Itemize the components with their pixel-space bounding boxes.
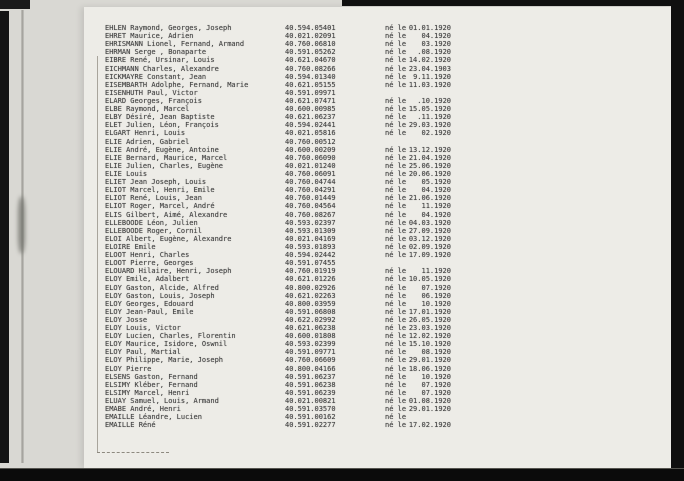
entry-born-prefix: né le [385, 332, 407, 341]
entry-number: 40.593.01893 [285, 242, 336, 251]
entry-born-date: 07.1920 [421, 388, 451, 397]
entry-born-prefix: né le [385, 194, 407, 203]
entry-born-date: 29.01.1920 [408, 405, 451, 414]
entry-name: ELIET Jean Joseph, Louis [105, 178, 207, 187]
entry-number: 40.591.06808 [285, 307, 336, 316]
entry-born-prefix: né le [385, 251, 407, 260]
entry-name: EISENHUTH Paul, Victor [105, 88, 198, 97]
table-row [105, 73, 451, 81]
margin-rule-foot [97, 452, 169, 453]
entry-born-date: 02.09.1920 [408, 242, 451, 251]
entry-number: 40.591.06238 [285, 380, 336, 389]
entry-born-date: 07.1920 [421, 283, 451, 292]
entry-name: ELOY Josse [105, 315, 148, 324]
entry-number: 40.760.01449 [285, 194, 336, 203]
entry-born-date [407, 138, 451, 146]
entry-number: 40.621.02263 [285, 291, 336, 300]
entry-name: ELIE Adrien, Gabriel [105, 137, 190, 146]
entry-number: 40.591.02277 [285, 421, 336, 430]
entry-born-prefix: né le [385, 96, 407, 105]
entry-name: ELBY Désiré, Jean Baptiste [105, 113, 215, 122]
entry-name: ELLEBOODE Léon, Julien [105, 218, 198, 227]
entry-name: ELLEBOODE Roger, Cornil [105, 226, 202, 235]
entry-name: ELIE André, Eugène, Antoine [105, 145, 219, 154]
entry-born-date: 04.03.1920 [408, 218, 451, 227]
entry-born-date: 15.05.1920 [408, 105, 451, 114]
entry-name: ELOY Gaston, Alcide, Alfred [105, 283, 219, 292]
entry-born-prefix: né le [385, 364, 407, 373]
entry-number: 40.591.09971 [285, 88, 336, 97]
table-row [105, 89, 451, 97]
entry-born-date: 21.04.1920 [408, 153, 451, 162]
entry-born-date: 18.06.1920 [408, 364, 451, 373]
entry-born-date: .10.1920 [417, 96, 451, 105]
entry-born-date: 11.03.1920 [408, 80, 451, 89]
entry-number: 40.760.08267 [285, 210, 336, 219]
entry-name: ELARD Georges, François [105, 96, 202, 105]
entry-born-prefix: né le [385, 315, 407, 324]
table-row [105, 332, 451, 340]
entry-number: 40.591.07455 [285, 259, 336, 268]
spine-smudge [18, 196, 25, 254]
entry-name: ELOIRE Emile [105, 242, 156, 251]
entry-name: ELOY Georges, Edouard [105, 299, 194, 308]
table-row [105, 381, 451, 389]
table-row [105, 129, 451, 137]
entry-born-prefix: né le [385, 105, 407, 114]
entry-name: ELGART Henri, Louis [105, 129, 186, 138]
entry-number: 40.591.03570 [285, 405, 336, 414]
table-row [105, 308, 451, 316]
entry-born-prefix: né le [385, 145, 407, 154]
entry-name: EICHMANN Charles, Alexandre [105, 64, 219, 73]
scan-edge-left [0, 11, 9, 463]
entry-born-date [407, 89, 451, 97]
table-row [105, 292, 451, 300]
entry-born-prefix: né le [385, 129, 407, 138]
entry-born-prefix: né le [385, 388, 407, 397]
entry-number: 40.800.04166 [285, 364, 336, 373]
table-row [105, 251, 451, 259]
entry-name: EICKMAYRE Constant, Jean [105, 72, 207, 81]
table-row [105, 356, 451, 364]
entry-born-prefix [385, 138, 407, 146]
entry-born-date: .11.1920 [417, 113, 451, 122]
entry-born-prefix: né le [385, 72, 407, 81]
entry-born-prefix: né le [385, 218, 407, 227]
entry-born-prefix: né le [385, 64, 407, 73]
scan-edge-top-left [0, 0, 30, 9]
register-table [105, 24, 451, 429]
entry-name: ELOY Pierre [105, 364, 152, 373]
table-row [105, 154, 451, 162]
entry-name: ELIS Gilbert, Aimé, Alexandre [105, 210, 228, 219]
entry-name: ELOI Albert, Eugène, Alexandre [105, 234, 232, 243]
entry-born-prefix: né le [385, 421, 407, 430]
table-row [105, 211, 451, 219]
entry-born-prefix: né le [385, 161, 407, 170]
entry-born-prefix: né le [385, 210, 407, 219]
entry-name: EMAILLE Léandre, Lucien [105, 413, 202, 422]
entry-born-date: 14.02.1920 [408, 56, 451, 65]
entry-number: 40.594.02441 [285, 121, 336, 130]
table-row [105, 373, 451, 381]
entry-name: ELIOT Marcel, Henri, Emile [105, 186, 215, 195]
entry-born-prefix: né le [385, 324, 407, 333]
table-row [105, 186, 451, 194]
entry-number: 40.621.01226 [285, 275, 336, 284]
entry-number: 40.760.06609 [285, 356, 336, 365]
entry-born-date: 27.09.1920 [408, 226, 451, 235]
entry-number: 40.760.06091 [285, 169, 336, 178]
table-row [105, 170, 451, 178]
entry-born-prefix: né le [385, 299, 407, 308]
entry-born-date: 05.1920 [421, 178, 451, 187]
scan-edge-top [342, 0, 684, 6]
scan-edge-right [671, 0, 684, 480]
entry-born-date: 13.12.1920 [408, 145, 451, 154]
entry-number: 40.021.05816 [285, 129, 336, 138]
entry-name: EISEMBARTH Adolphe, Fernand, Marie [105, 80, 249, 89]
table-row [105, 202, 451, 210]
entry-name: ELOY Lucien, Charles, Florentin [105, 332, 236, 341]
entry-born-date [407, 259, 451, 267]
table-row [105, 121, 451, 129]
table-row [105, 267, 451, 275]
entry-number: 40.591.00162 [285, 413, 336, 422]
entry-number: 40.593.02397 [285, 218, 336, 227]
entry-born-date: 03.1920 [421, 40, 451, 49]
entry-born-prefix: né le [385, 413, 407, 422]
table-row [105, 397, 451, 405]
entry-born-prefix: né le [385, 178, 407, 187]
entry-number: 40.591.05262 [285, 48, 336, 57]
entry-born-prefix: né le [385, 397, 407, 406]
entry-number: 40.591.06239 [285, 388, 336, 397]
entry-born-date: 29.03.1920 [408, 121, 451, 130]
entry-born-date [407, 413, 451, 421]
entry-born-date: 04.1920 [421, 186, 451, 195]
entry-number: 40.760.08266 [285, 64, 336, 73]
entry-number: 40.760.06090 [285, 153, 336, 162]
entry-born-prefix: né le [385, 283, 407, 292]
table-row [105, 389, 451, 397]
entry-number: 40.621.04670 [285, 56, 336, 65]
entry-number: 40.760.04291 [285, 186, 336, 195]
entry-name: EHLEN Raymond, Georges, Joseph [105, 24, 232, 32]
table-row [105, 48, 451, 56]
entry-name: ELSENS Gaston, Fernand [105, 372, 198, 381]
entry-born-date: .08.1920 [417, 48, 451, 57]
entry-number: 40.594.02442 [285, 251, 336, 260]
entry-born-date: 01.01.1920 [408, 24, 451, 32]
entry-born-prefix: né le [385, 348, 407, 357]
entry-name: ELSIMY Marcel, Henri [105, 388, 190, 397]
table-row [105, 316, 451, 324]
entry-born-prefix: né le [385, 186, 407, 195]
entry-name: EIBRE René, Ursinar, Louis [105, 56, 215, 65]
table-row [105, 235, 451, 243]
entry-number: 40.591.09771 [285, 348, 336, 357]
entry-name: ELOY Emile, Adalbert [105, 275, 190, 284]
entry-name: ELOY Gaston, Louis, Joseph [105, 291, 215, 300]
entry-number: 40.760.06810 [285, 40, 336, 49]
table-row [105, 259, 451, 267]
entry-born-prefix: né le [385, 356, 407, 365]
entry-number: 40.021.00821 [285, 397, 336, 406]
entry-born-date: 23.04.1903 [408, 64, 451, 73]
entry-born-date: 06.1920 [421, 291, 451, 300]
table-row [105, 405, 451, 413]
entry-born-prefix: né le [385, 380, 407, 389]
entry-name: EHRISMANN Lionel, Fernand, Armand [105, 40, 245, 49]
entry-born-date: 04.1920 [421, 210, 451, 219]
entry-born-prefix: né le [385, 56, 407, 65]
table-row [105, 284, 451, 292]
entry-number: 40.760.04564 [285, 202, 336, 211]
entry-number: 40.621.07471 [285, 96, 336, 105]
entry-born-prefix: né le [385, 307, 407, 316]
entry-born-date: 26.05.1920 [408, 315, 451, 324]
table-row [105, 113, 451, 121]
entry-born-date: 11.1920 [421, 267, 451, 276]
table-row [105, 219, 451, 227]
table-row [105, 243, 451, 251]
entry-born-prefix: né le [385, 48, 407, 57]
entry-born-date: 25.06.1920 [408, 161, 451, 170]
entry-name: ELOUARD Hilaire, Henri, Joseph [105, 267, 232, 276]
entry-name: ELOY Paul, Martial [105, 348, 181, 357]
entry-number: 40.021.04169 [285, 234, 336, 243]
entry-name: ELIOT René, Louis, Jean [105, 194, 202, 203]
table-row [105, 32, 451, 40]
table-row [105, 105, 451, 113]
table-row [105, 365, 451, 373]
entry-born-date: 15.10.1920 [408, 340, 451, 349]
entry-born-date: 17.02.1920 [408, 421, 451, 430]
entry-born-date: 9.11.1920 [413, 72, 451, 81]
entry-born-prefix: né le [385, 202, 407, 211]
table-row [105, 348, 451, 356]
entry-number: 40.760.01919 [285, 267, 336, 276]
table-row [105, 81, 451, 89]
entry-born-prefix: né le [385, 121, 407, 130]
entry-born-prefix: né le [385, 372, 407, 381]
entry-number: 40.600.00209 [285, 145, 336, 154]
entry-born-prefix: né le [385, 169, 407, 178]
entry-born-prefix: né le [385, 340, 407, 349]
entry-born-prefix: né le [385, 40, 407, 49]
entry-name: ELOY Jean-Paul, Emile [105, 307, 194, 316]
entry-number: 40.593.01309 [285, 226, 336, 235]
entry-born-prefix: né le [385, 153, 407, 162]
entry-born-date: 10.1920 [421, 372, 451, 381]
entry-born-date: 23.03.1920 [408, 324, 451, 333]
table-row [105, 421, 451, 429]
entry-number: 40.021.01240 [285, 161, 336, 170]
entry-name: ELSIMY Kléber, Fernand [105, 380, 198, 389]
entry-born-prefix [385, 89, 407, 97]
entry-name: EMAILLE Réné [105, 421, 156, 430]
entry-born-date: 21.06.1920 [408, 194, 451, 203]
scan-edge-bottom [0, 468, 684, 481]
entry-born-date: 01.08.1920 [408, 397, 451, 406]
entry-number: 40.621.06237 [285, 113, 336, 122]
entry-number: 40.593.02399 [285, 340, 336, 349]
entry-born-prefix: né le [385, 113, 407, 122]
entry-number: 40.622.02992 [285, 315, 336, 324]
table-row [105, 178, 451, 186]
table-row [105, 227, 451, 235]
entry-name: ELBE Raymond, Marcel [105, 105, 190, 114]
table-row [105, 300, 451, 308]
entry-born-date: 29.01.1920 [408, 356, 451, 365]
entry-born-prefix: né le [385, 234, 407, 243]
table-row [105, 138, 451, 146]
entry-name: ELIOT Roger, Marcel, André [105, 202, 215, 211]
entry-born-prefix: né le [385, 24, 407, 32]
table-row [105, 324, 451, 332]
entry-born-prefix: né le [385, 405, 407, 414]
entry-born-prefix: né le [385, 291, 407, 300]
entry-born-date: 04.1920 [421, 32, 451, 41]
table-row [105, 24, 451, 32]
entry-born-prefix [385, 259, 407, 267]
entry-born-prefix: né le [385, 242, 407, 251]
table-row [105, 162, 451, 170]
entry-name: ELIE Louis [105, 169, 148, 178]
entry-born-date: 17.09.1920 [408, 251, 451, 260]
entry-number: 40.800.02926 [285, 283, 336, 292]
entry-born-date: 07.1920 [421, 380, 451, 389]
entry-name: EHRET Maurice, Adrien [105, 32, 194, 41]
entry-number: 40.760.00512 [285, 137, 336, 146]
entry-name: ELOY Philippe, Marie, Joseph [105, 356, 224, 365]
entry-name: ELOY Louis, Victor [105, 324, 181, 333]
entry-born-date: 03.12.1920 [408, 234, 451, 243]
entry-name: ELOOT Pierre, Georges [105, 259, 194, 268]
table-row [105, 40, 451, 48]
entry-name: ELET Julien, Léon, François [105, 121, 219, 130]
table-row [105, 194, 451, 202]
entry-number: 40.591.06237 [285, 372, 336, 381]
table-row [105, 56, 451, 64]
table-row [105, 97, 451, 105]
entry-born-date: 10.1920 [421, 299, 451, 308]
entry-name: ELIE Bernard, Maurice, Marcel [105, 153, 228, 162]
entry-name: ELOOT Henri, Charles [105, 251, 190, 260]
entry-name: EMABE André, Henri [105, 405, 181, 414]
entry-number: 40.594.05401 [285, 24, 336, 32]
entry-name: ELOY Maurice, Isidore, Oswnil [105, 340, 228, 349]
table-row [105, 146, 451, 154]
entry-born-prefix: né le [385, 226, 407, 235]
entry-born-date: 20.06.1920 [408, 169, 451, 178]
entry-name: ELUAY Samuel, Louis, Armand [105, 397, 219, 406]
entry-name: ELIE Julien, Charles, Eugène [105, 161, 224, 170]
entry-number: 40.021.02091 [285, 32, 336, 41]
margin-rule-vertical [97, 56, 98, 452]
entry-born-date: 17.01.1920 [408, 307, 451, 316]
entry-born-date: 08.1920 [421, 348, 451, 357]
entry-number: 40.600.00985 [285, 105, 336, 114]
entry-number: 40.760.04744 [285, 178, 336, 187]
table-row [105, 65, 451, 73]
table-row [105, 413, 451, 421]
table-row [105, 340, 451, 348]
entry-number: 40.594.01340 [285, 72, 336, 81]
table-row [105, 275, 451, 283]
entry-born-prefix: né le [385, 80, 407, 89]
entry-name: EHRMAN Serge , Bonaparte [105, 48, 207, 57]
entry-number: 40.600.01808 [285, 332, 336, 341]
entry-born-date: 12.02.1920 [408, 332, 451, 341]
entry-number: 40.800.03959 [285, 299, 336, 308]
entry-born-date: 02.1920 [421, 129, 451, 138]
entry-number: 40.621.06238 [285, 324, 336, 333]
entry-born-date: 10.05.1920 [408, 275, 451, 284]
entry-born-date: 11.1920 [421, 202, 451, 211]
entry-born-prefix: né le [385, 32, 407, 41]
entry-born-prefix: né le [385, 275, 407, 284]
entry-number: 40.621.05155 [285, 80, 336, 89]
entry-born-prefix: né le [385, 267, 407, 276]
